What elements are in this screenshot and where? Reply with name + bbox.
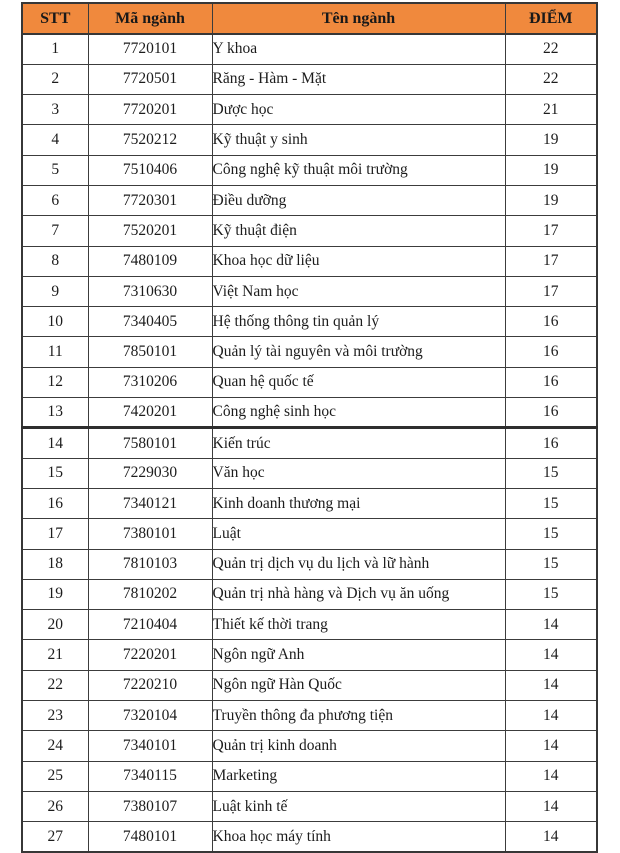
cell-major-name: Luật kinh tế bbox=[212, 791, 505, 821]
cell-score: 16 bbox=[505, 307, 597, 337]
cell-major-name: Kỹ thuật y sinh bbox=[212, 125, 505, 155]
cell-major-code: 7480109 bbox=[88, 246, 212, 276]
cell-score: 14 bbox=[505, 640, 597, 670]
cell-score: 22 bbox=[505, 64, 597, 94]
cell-stt: 2 bbox=[22, 64, 88, 94]
cell-stt: 26 bbox=[22, 791, 88, 821]
cell-score: 15 bbox=[505, 458, 597, 488]
cell-stt: 14 bbox=[22, 428, 88, 458]
table-header bbox=[22, 3, 597, 34]
cell-stt: 21 bbox=[22, 640, 88, 670]
cell-major-name: Y khoa bbox=[212, 34, 505, 64]
cell-stt: 4 bbox=[22, 125, 88, 155]
table-row bbox=[22, 125, 597, 155]
cell-major-name: Marketing bbox=[212, 761, 505, 791]
cell-score: 17 bbox=[505, 246, 597, 276]
cell-major-name: Quản trị kinh doanh bbox=[212, 731, 505, 761]
cell-stt: 23 bbox=[22, 701, 88, 731]
cell-score: 16 bbox=[505, 428, 597, 458]
table-row bbox=[22, 761, 597, 791]
column-header-code: Mã ngành bbox=[88, 3, 212, 34]
table-row bbox=[22, 246, 597, 276]
cell-major-name: Ngôn ngữ Anh bbox=[212, 640, 505, 670]
table-row bbox=[22, 428, 597, 458]
cell-major-code: 7520212 bbox=[88, 125, 212, 155]
cell-major-name: Quản trị nhà hàng và Dịch vụ ăn uống bbox=[212, 579, 505, 609]
cell-score: 19 bbox=[505, 155, 597, 185]
cell-stt: 11 bbox=[22, 337, 88, 367]
cell-major-name: Kinh doanh thương mại bbox=[212, 488, 505, 518]
cell-score: 16 bbox=[505, 367, 597, 397]
cell-stt: 9 bbox=[22, 276, 88, 306]
column-header-name: Tên ngành bbox=[212, 3, 505, 34]
cell-major-code: 7220201 bbox=[88, 640, 212, 670]
table-row bbox=[22, 64, 597, 94]
table-header-row bbox=[22, 3, 597, 34]
cell-major-code: 7510406 bbox=[88, 155, 212, 185]
cell-score: 14 bbox=[505, 822, 597, 852]
table-row bbox=[22, 216, 597, 246]
cell-major-code: 7340101 bbox=[88, 731, 212, 761]
table-row bbox=[22, 155, 597, 185]
cell-major-name: Công nghệ sinh học bbox=[212, 398, 505, 428]
cell-score: 14 bbox=[505, 610, 597, 640]
table-row bbox=[22, 488, 597, 518]
cell-major-code: 7420201 bbox=[88, 398, 212, 428]
cell-stt: 5 bbox=[22, 155, 88, 185]
cell-major-name: Khoa học máy tính bbox=[212, 822, 505, 852]
cell-stt: 12 bbox=[22, 367, 88, 397]
cell-stt: 25 bbox=[22, 761, 88, 791]
cell-score: 14 bbox=[505, 791, 597, 821]
cell-stt: 6 bbox=[22, 185, 88, 215]
cell-score: 14 bbox=[505, 670, 597, 700]
cell-major-name: Công nghệ kỹ thuật môi trường bbox=[212, 155, 505, 185]
cell-major-name: Khoa học dữ liệu bbox=[212, 246, 505, 276]
table-row bbox=[22, 34, 597, 64]
cell-major-code: 7720101 bbox=[88, 34, 212, 64]
cell-major-name: Văn học bbox=[212, 458, 505, 488]
cell-stt: 3 bbox=[22, 95, 88, 125]
cell-stt: 16 bbox=[22, 488, 88, 518]
cell-score: 16 bbox=[505, 398, 597, 428]
column-header-stt: STT bbox=[22, 3, 88, 34]
cell-major-code: 7720301 bbox=[88, 185, 212, 215]
cell-major-name: Điều dưỡng bbox=[212, 185, 505, 215]
cell-major-name: Quản lý tài nguyên và môi trường bbox=[212, 337, 505, 367]
table-row bbox=[22, 337, 597, 367]
cell-stt: 13 bbox=[22, 398, 88, 428]
cell-stt: 15 bbox=[22, 458, 88, 488]
cell-stt: 7 bbox=[22, 216, 88, 246]
table-row bbox=[22, 670, 597, 700]
table-row bbox=[22, 398, 597, 428]
cell-major-code: 7810202 bbox=[88, 579, 212, 609]
cell-major-code: 7720201 bbox=[88, 95, 212, 125]
table-row bbox=[22, 731, 597, 761]
cell-major-name: Việt Nam học bbox=[212, 276, 505, 306]
cell-major-name: Luật bbox=[212, 519, 505, 549]
cell-major-code: 7480101 bbox=[88, 822, 212, 852]
table-row bbox=[22, 640, 597, 670]
table-row bbox=[22, 95, 597, 125]
cell-stt: 24 bbox=[22, 731, 88, 761]
cell-major-code: 7210404 bbox=[88, 610, 212, 640]
table-row bbox=[22, 579, 597, 609]
cell-score: 22 bbox=[505, 34, 597, 64]
cell-major-name: Hệ thống thông tin quản lý bbox=[212, 307, 505, 337]
cell-stt: 17 bbox=[22, 519, 88, 549]
cell-major-code: 7310630 bbox=[88, 276, 212, 306]
cell-score: 17 bbox=[505, 276, 597, 306]
cell-major-code: 7720501 bbox=[88, 64, 212, 94]
cell-score: 15 bbox=[505, 579, 597, 609]
cell-major-name: Quản trị dịch vụ du lịch và lữ hành bbox=[212, 549, 505, 579]
cell-stt: 22 bbox=[22, 670, 88, 700]
table-row bbox=[22, 519, 597, 549]
cell-major-code: 7850101 bbox=[88, 337, 212, 367]
cell-major-name: Dược học bbox=[212, 95, 505, 125]
admission-score-table-container bbox=[21, 2, 599, 853]
table-row bbox=[22, 307, 597, 337]
cell-major-code: 7229030 bbox=[88, 458, 212, 488]
table-row bbox=[22, 367, 597, 397]
cell-major-name: Kỹ thuật điện bbox=[212, 216, 505, 246]
cell-major-code: 7520201 bbox=[88, 216, 212, 246]
cell-score: 15 bbox=[505, 549, 597, 579]
cell-stt: 18 bbox=[22, 549, 88, 579]
cell-major-code: 7810103 bbox=[88, 549, 212, 579]
table-row bbox=[22, 185, 597, 215]
cell-major-code: 7340115 bbox=[88, 761, 212, 791]
cell-major-name: Quan hệ quốc tế bbox=[212, 367, 505, 397]
cell-stt: 8 bbox=[22, 246, 88, 276]
cell-score: 21 bbox=[505, 95, 597, 125]
cell-score: 14 bbox=[505, 761, 597, 791]
cell-score: 14 bbox=[505, 731, 597, 761]
cell-major-name: Truyền thông đa phương tiện bbox=[212, 701, 505, 731]
cell-major-name: Răng - Hàm - Mặt bbox=[212, 64, 505, 94]
cell-major-code: 7310206 bbox=[88, 367, 212, 397]
cell-score: 16 bbox=[505, 337, 597, 367]
table-row bbox=[22, 458, 597, 488]
cell-stt: 27 bbox=[22, 822, 88, 852]
column-header-score: ĐIỂM bbox=[505, 3, 597, 34]
table-row bbox=[22, 701, 597, 731]
cell-major-code: 7380107 bbox=[88, 791, 212, 821]
table-row bbox=[22, 791, 597, 821]
cell-major-name: Ngôn ngữ Hàn Quốc bbox=[212, 670, 505, 700]
cell-score: 19 bbox=[505, 185, 597, 215]
cell-major-name: Thiết kế thời trang bbox=[212, 610, 505, 640]
admission-score-table bbox=[21, 2, 598, 853]
cell-major-code: 7320104 bbox=[88, 701, 212, 731]
cell-stt: 10 bbox=[22, 307, 88, 337]
table-row bbox=[22, 549, 597, 579]
cell-score: 15 bbox=[505, 488, 597, 518]
cell-stt: 19 bbox=[22, 579, 88, 609]
cell-major-code: 7340121 bbox=[88, 488, 212, 518]
cell-score: 14 bbox=[505, 701, 597, 731]
cell-stt: 1 bbox=[22, 34, 88, 64]
cell-stt: 20 bbox=[22, 610, 88, 640]
cell-major-code: 7340405 bbox=[88, 307, 212, 337]
table-row bbox=[22, 610, 597, 640]
cell-score: 17 bbox=[505, 216, 597, 246]
table-row bbox=[22, 822, 597, 852]
table-row bbox=[22, 276, 597, 306]
cell-major-code: 7580101 bbox=[88, 428, 212, 458]
cell-major-name: Kiến trúc bbox=[212, 428, 505, 458]
cell-major-code: 7380101 bbox=[88, 519, 212, 549]
cell-score: 15 bbox=[505, 519, 597, 549]
table-body bbox=[22, 34, 597, 852]
cell-score: 19 bbox=[505, 125, 597, 155]
cell-major-code: 7220210 bbox=[88, 670, 212, 700]
